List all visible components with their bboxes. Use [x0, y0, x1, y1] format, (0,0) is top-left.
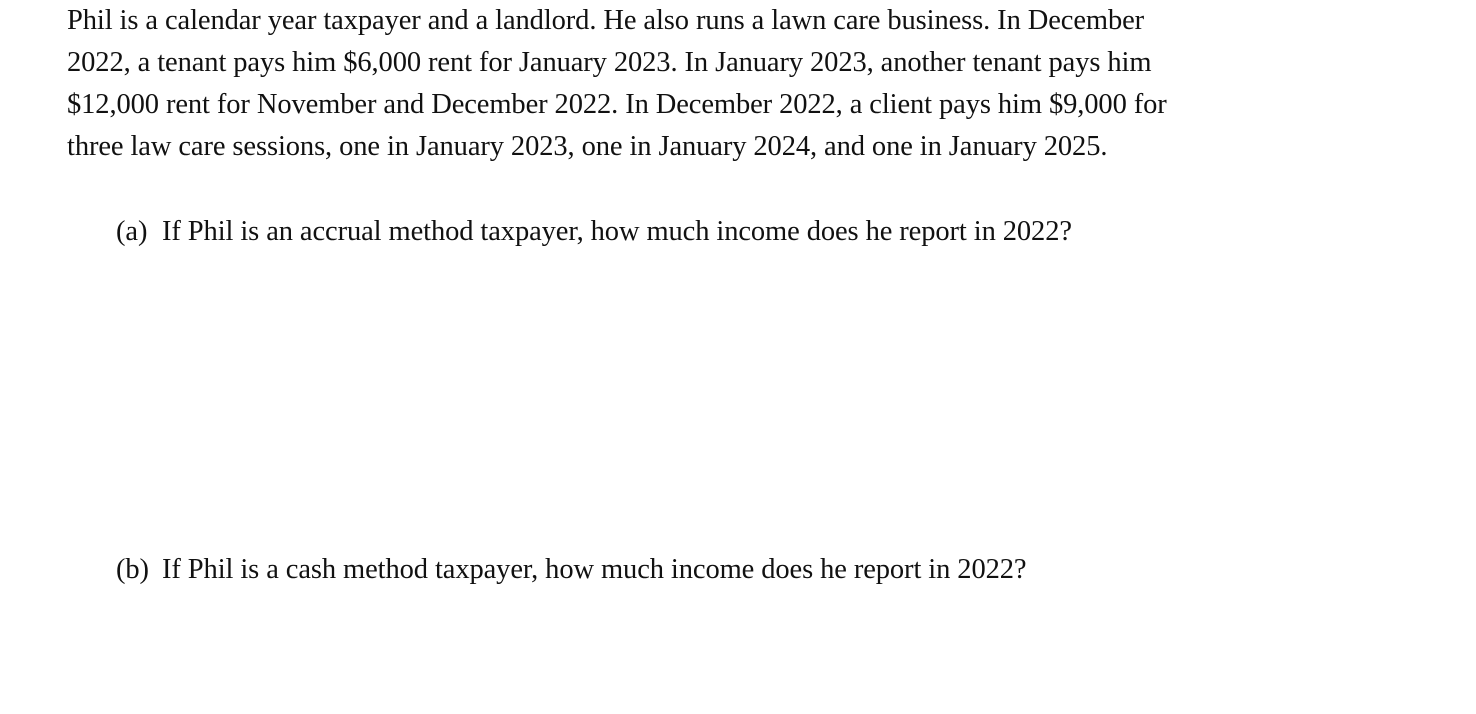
question-text: If Phil is an accrual method taxpayer, how much income does he report in 2022?	[162, 216, 1072, 247]
question-b	[116, 549, 1026, 591]
problem-text-line: three law care sessions, one in January 2023, one in January 2024, and one in January 2025.	[67, 131, 1108, 162]
question-text: If Phil is a cash method taxpayer, how much income does he report in 2022?	[162, 554, 1027, 585]
problem-text-line: 2022, a tenant pays him $6,000 rent for January 2023. In January 2023, another tenant pays him	[67, 47, 1152, 78]
question-label: (b)	[116, 554, 149, 585]
question-label: (a)	[116, 216, 148, 247]
problem-text-line: $12,000 rent for November and December 2022. In December 2022, a client pays him $9,000 for	[67, 89, 1167, 120]
question-a	[116, 211, 1072, 253]
problem-text-line: Phil is a calendar year taxpayer and a landlord. He also runs a lawn care business. In December	[67, 5, 1145, 36]
